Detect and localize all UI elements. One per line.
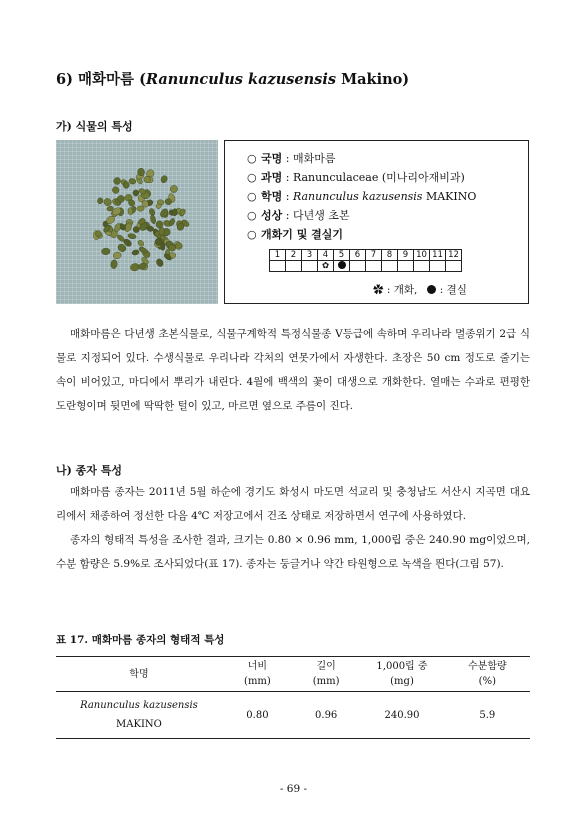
header-moisture-label: 수분함량 <box>468 661 507 672</box>
phenology-calendar <box>269 249 462 272</box>
seed-mark <box>150 214 157 224</box>
month-cell: 9 <box>398 250 414 261</box>
header-length-label: 길이 <box>316 661 336 672</box>
seed-mark <box>97 197 104 204</box>
fruit-dot-icon <box>427 285 436 294</box>
month-cell: 5 <box>334 250 350 261</box>
month-marker-cell <box>382 261 398 272</box>
cell-scientific-name <box>56 692 222 739</box>
bullet-icon: ○ <box>247 228 257 241</box>
plant-korean-name: 매화마름 <box>78 71 135 88</box>
section-number: 6) <box>56 71 73 88</box>
seed-mark <box>111 185 120 194</box>
info-family: ○ 과명 : Ranunculaceae (미나리아재비과) <box>247 171 465 184</box>
month-marker-cell <box>270 261 286 272</box>
month-cell: 12 <box>446 250 462 261</box>
month-cell: 6 <box>350 250 366 261</box>
info-phenology-label: 개화기 및 결실기 <box>261 228 344 241</box>
info-national-name-label: 국명 <box>261 152 283 165</box>
info-scientific-name: ○ 학명 : Ranunculus kazusensis MAKINO <box>247 190 477 203</box>
seed-mark <box>137 239 145 247</box>
info-scientific-label: 학명 <box>261 190 283 203</box>
table-row <box>56 692 530 739</box>
header-moisture <box>445 657 530 692</box>
cell-weight: 240.90 <box>359 692 444 739</box>
plant-description-text: 매화마름은 다년생 초본식물로, 식물구계학적 특정식물종 V등급에 속하며 우리나라 멸종위기 2급 식물로 지정되어 있다. 수생식물로 우리나라 각처의 연못가에서 자생한다. 초장은 50 cm 정도로 줄기는 속이 비어있고, 마디에서 뿌리가 내린다. 4월에 백색의 꽃이 대생으로 개화한다. 열매는 수과로 편평한 도란형이며 뒷면에 딱딱한 털이 있고, 마르면 옆으로 주름이 진다. <box>56 328 530 412</box>
seed-collection-text: 매화마름 종자는 2011년 5월 하순에 경기도 화성시 마도면 석교리 및 충청남도 서산시 지곡면 대요리에서 채종하여 정선한 다음 4℃ 저장고에서 건조 상태로 저장하면서 연구에 사용하였다. <box>56 486 530 522</box>
seed-morphology-table <box>56 656 530 739</box>
seed-mark <box>101 248 110 255</box>
fruit-legend-label: : 결실 <box>439 284 467 296</box>
flower-legend-label: : 개화, <box>386 284 418 296</box>
month-cell: 2 <box>286 250 302 261</box>
seed-mark <box>132 189 139 196</box>
section-title <box>56 68 409 89</box>
flower-icon: ✿ <box>321 261 330 271</box>
seed-mark <box>160 175 168 184</box>
info-scientific-value: Ranunculus kazusensis <box>292 190 423 203</box>
header-length <box>293 657 359 692</box>
plant-characteristics-heading: 가) 식물의 특성 <box>56 120 133 133</box>
header-weight <box>359 657 444 692</box>
info-growth-label: 성상 <box>261 209 283 222</box>
bullet-icon: ○ <box>247 209 257 222</box>
seed-morphology-text: 종자의 형태적 특성을 조사한 결과, 크기는 0.80 × 0.96 mm, 1,000립 중은 240.90 mg이었으며, 수분 함량은 5.9%로 조사되었다(표 17). 종자는 둥글거나 약간 타원형으로 녹색을 띈다(그림 57). <box>56 534 530 570</box>
header-width-label: 너비 <box>247 661 268 672</box>
seed-mark <box>147 226 154 232</box>
table-header-row <box>56 657 530 692</box>
seed-mark <box>128 207 134 215</box>
info-growth-value: 다년생 초본 <box>292 209 350 222</box>
info-family-label: 과명 <box>261 171 283 184</box>
header-length-unit: (mm) <box>312 676 340 687</box>
seed-mark <box>127 233 136 240</box>
flower-icon: ✿ <box>373 284 384 296</box>
table-caption: 표 17. 매화마름 종자의 형태적 특성 <box>56 634 225 646</box>
header-width <box>222 657 293 692</box>
seed-mark <box>169 184 179 194</box>
bullet-icon: ○ <box>247 152 257 165</box>
info-scientific-author: MAKINO <box>425 190 477 203</box>
seed-mark <box>137 206 144 211</box>
cell-sci-author: MAKINO <box>116 719 162 730</box>
info-growth: ○ 성상 : 다년생 초본 <box>247 209 350 222</box>
month-marker-cell <box>334 261 350 272</box>
info-national-name: ○ 국명 : 매화마름 <box>247 152 336 165</box>
header-moisture-unit: (%) <box>478 676 496 687</box>
month-marker-cell <box>430 261 446 272</box>
page-number: - 69 - <box>279 783 308 795</box>
seed-mark <box>156 221 163 229</box>
month-cell: 8 <box>382 250 398 261</box>
seed-mark <box>128 178 136 185</box>
seed-mark <box>112 176 121 185</box>
seed-mark <box>175 242 183 249</box>
info-family-value: Ranunculaceae (미나리아재비과) <box>292 171 465 184</box>
cell-moisture: 5.9 <box>445 692 530 739</box>
plant-author: Makino) <box>341 71 410 88</box>
plant-description <box>56 322 530 418</box>
month-marker-row <box>270 261 462 272</box>
seed-mark <box>159 207 170 218</box>
phenology-legend <box>373 282 467 297</box>
seed-mark <box>103 197 113 207</box>
seed-cluster-image <box>56 140 218 304</box>
month-cell: 4 <box>318 250 334 261</box>
seed-mark <box>112 251 122 260</box>
seed-mark <box>110 259 117 269</box>
month-marker-cell <box>414 261 430 272</box>
month-marker-cell <box>350 261 366 272</box>
bullet-icon: ○ <box>247 171 257 184</box>
seed-description <box>56 480 530 576</box>
seed-mark <box>131 249 139 256</box>
info-national-name-value: 매화마름 <box>292 152 336 165</box>
seed-characteristics-heading: 나) 종자 특성 <box>56 464 122 477</box>
month-cell: 11 <box>430 250 446 261</box>
month-marker-cell <box>318 261 334 272</box>
header-weight-label: 1,000립 중 <box>376 661 428 672</box>
header-width-unit: (mm) <box>244 676 271 687</box>
month-marker-cell <box>302 261 318 272</box>
fruit-dot-icon <box>338 261 346 269</box>
month-marker-cell <box>366 261 382 272</box>
seed-mark <box>123 181 129 188</box>
month-cell: 10 <box>414 250 430 261</box>
header-weight-unit: (mg) <box>390 676 414 687</box>
month-marker-cell <box>446 261 462 272</box>
seed-mark <box>155 258 164 268</box>
month-cell: 3 <box>302 250 318 261</box>
month-cell: 1 <box>270 250 286 261</box>
month-header-row <box>270 250 462 261</box>
cell-width: 0.80 <box>222 692 293 739</box>
sci-open-paren: ( <box>139 71 146 88</box>
cell-length: 0.96 <box>293 692 359 739</box>
header-scientific-name: 학명 <box>56 657 222 692</box>
bullet-icon: ○ <box>247 190 257 203</box>
month-cell: 7 <box>366 250 382 261</box>
month-marker-cell <box>398 261 414 272</box>
month-marker-cell <box>286 261 302 272</box>
info-phenology <box>247 226 343 242</box>
cell-sci-name: Ranunculus kazusensis <box>80 700 198 711</box>
plant-info-box <box>224 140 529 304</box>
seed-photo <box>56 140 218 304</box>
plant-scientific-name: Ranunculus kazusensis <box>145 71 337 88</box>
